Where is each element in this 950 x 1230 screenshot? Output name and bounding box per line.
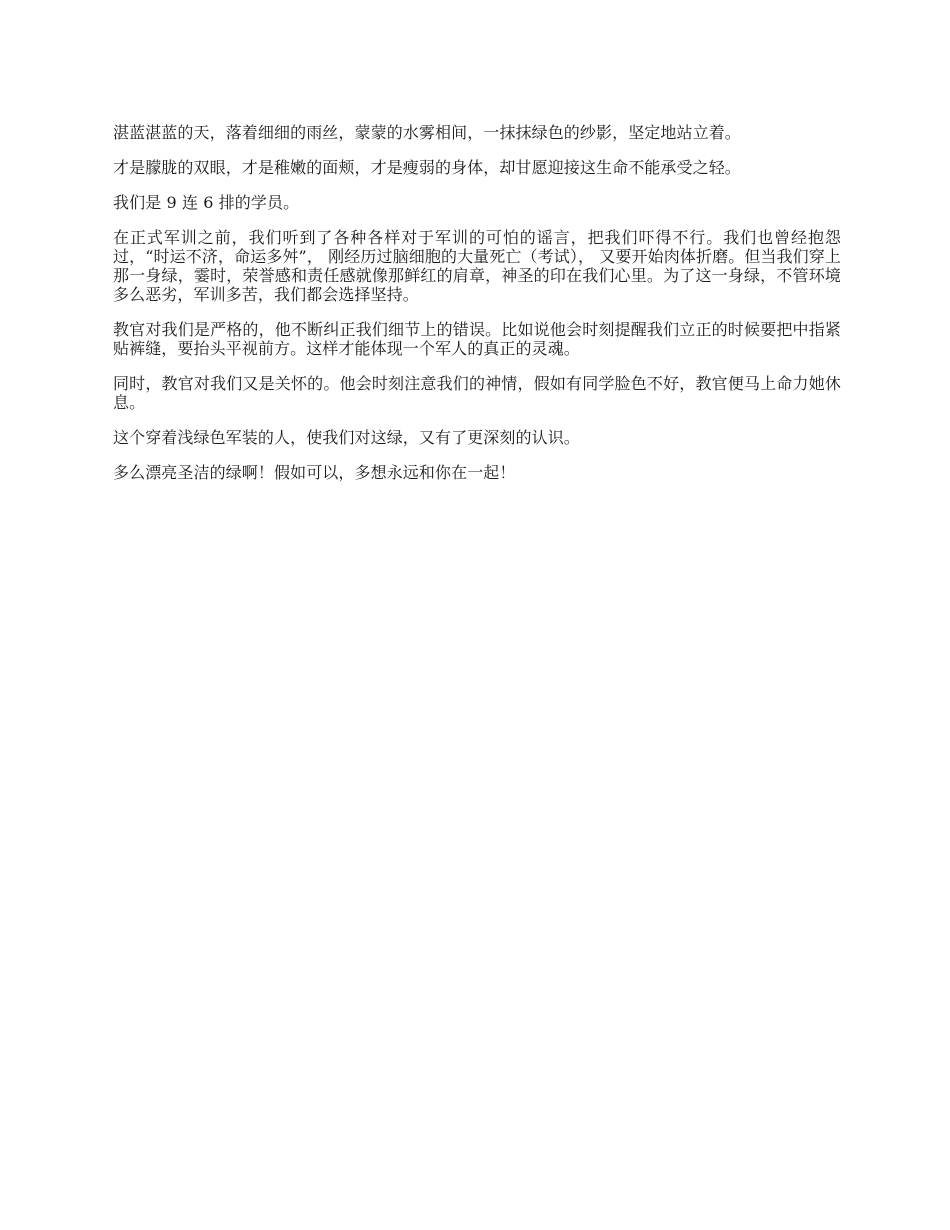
paragraph: 在正式军训之前，我们听到了各种各样对于军训的可怕的谣言，把我们吓得不行。我们也曾经抱怨过，“时运不济，命运多舛”， 刚经历过脑细胞的大量死亡（考试）， 又要开始肉体折磨。但当我们穿上那一身绿，霎时，荣誉感和责任感就像那鲜红的肩章，神圣的印在我们心里。为了这一身绿，不管环境多么恶劣，军训多苦，我们都会选择坚持。	[113, 228, 841, 304]
document-body	[113, 123, 841, 498]
paragraph: 我们是 9 连 6 排的学员。	[113, 193, 300, 212]
paragraph: 多么漂亮圣洁的绿啊！假如可以，多想永远和你在一起！	[113, 463, 516, 482]
paragraph: 湛蓝湛蓝的天，落着细细的雨丝，蒙蒙的水雾相间，一抹抹绿色的纱影，坚定地站立着。	[113, 123, 741, 142]
paragraph: 才是朦胧的双眼，才是稚嫩的面颊，才是瘦弱的身体，却甘愿迎接这生命不能承受之轻。	[113, 158, 741, 177]
paragraph: 这个穿着浅绿色军装的人，使我们对这绿，又有了更深刻的认识。	[113, 428, 580, 447]
paragraph: 教官对我们是严格的，他不断纠正我们细节上的错误。比如说他会时刻提醒我们立正的时候要把中指紧贴裤缝，要抬头平视前方。这样才能体现一个军人的真正的灵魂。	[113, 320, 841, 358]
paragraph: 同时，教官对我们又是关怀的。他会时刻注意我们的神情，假如有同学脸色不好，教官便马上命力她休息。	[113, 374, 841, 412]
